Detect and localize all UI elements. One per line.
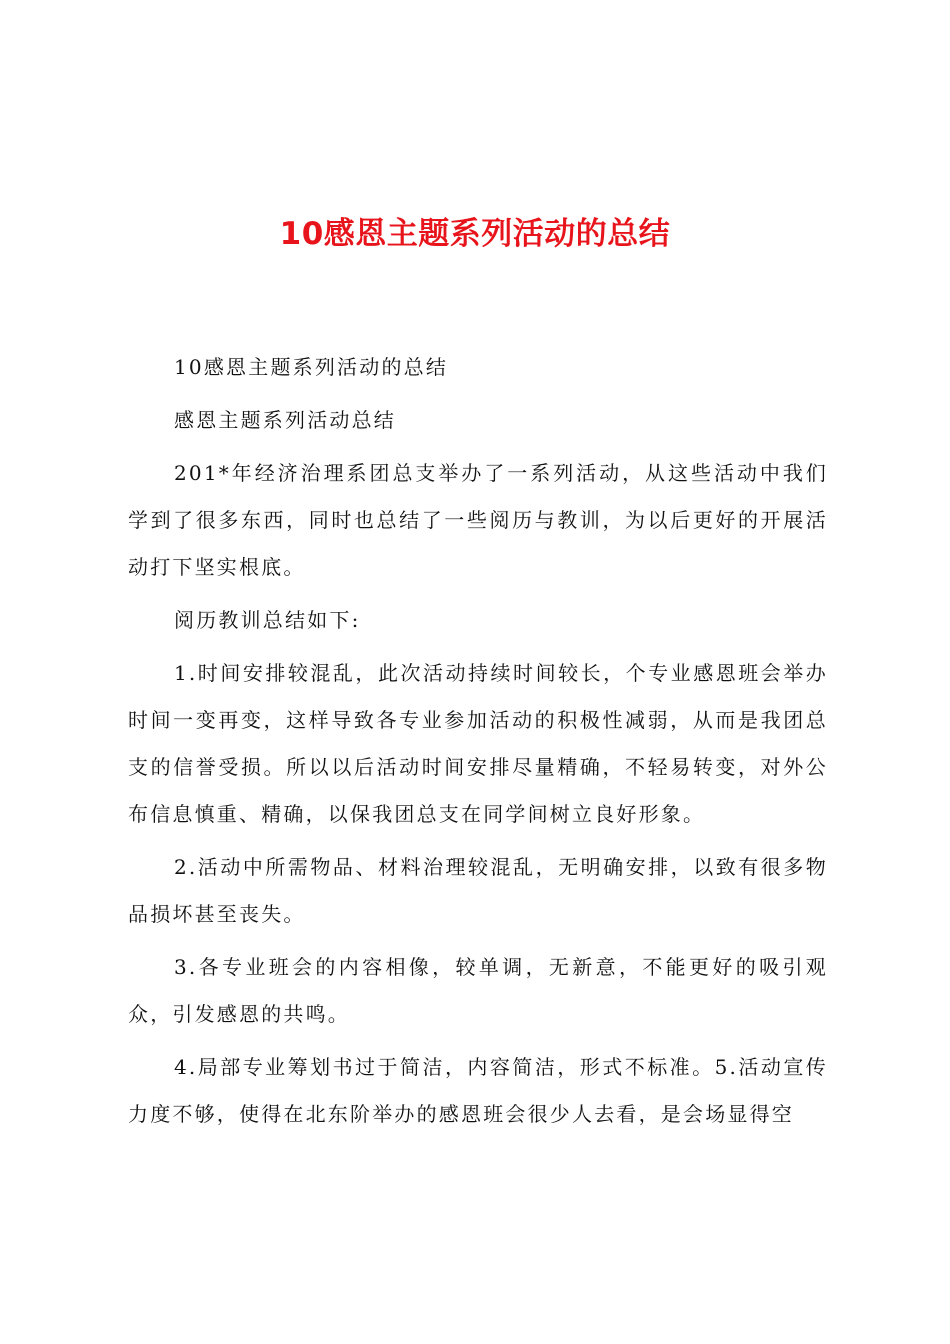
- paragraph-subtitle-1: 10感恩主题系列活动的总结: [174, 355, 449, 379]
- paragraph-item-1: 1.时间安排较混乱，此次活动持续时间较长，个专业感恩班会举办时间一变再变，这样导致各专业参加活动的积极性减弱，从而是我团总支的信誉受损。所以以后活动时间安排尽量精确，不轻易转变，对外公布信息慎重、精确，以保我团总支在同学间树立良好形象。: [128, 661, 828, 826]
- paragraph-item-2: 2.活动中所需物品、材料治理较混乱，无明确安排，以致有很多物品损坏甚至丧失。: [128, 855, 828, 926]
- paragraph-subtitle-2: 感恩主题系列活动总结: [174, 408, 396, 432]
- paragraph-lessons-heading: 阅历教训总结如下:: [174, 608, 361, 632]
- paragraph-intro: 201*年经济治理系团总支举办了一系列活动，从这些活动中我们学到了很多东西，同时也总结了一些阅历与教训，为以后更好的开展活动打下坚实根底。: [128, 461, 828, 579]
- document-body: [128, 344, 828, 1144]
- paragraph-item-4-5: 4.局部专业筹划书过于简洁，内容简洁，形式不标准。5.活动宣传力度不够，使得在北东阶举办的感恩班会很少人去看，是会场显得空: [128, 1055, 828, 1126]
- document-title: 10感恩主题系列活动的总结: [279, 216, 671, 252]
- paragraph-item-3: 3.各专业班会的内容相像，较单调，无新意，不能更好的吸引观众，引发感恩的共鸣。: [128, 955, 828, 1026]
